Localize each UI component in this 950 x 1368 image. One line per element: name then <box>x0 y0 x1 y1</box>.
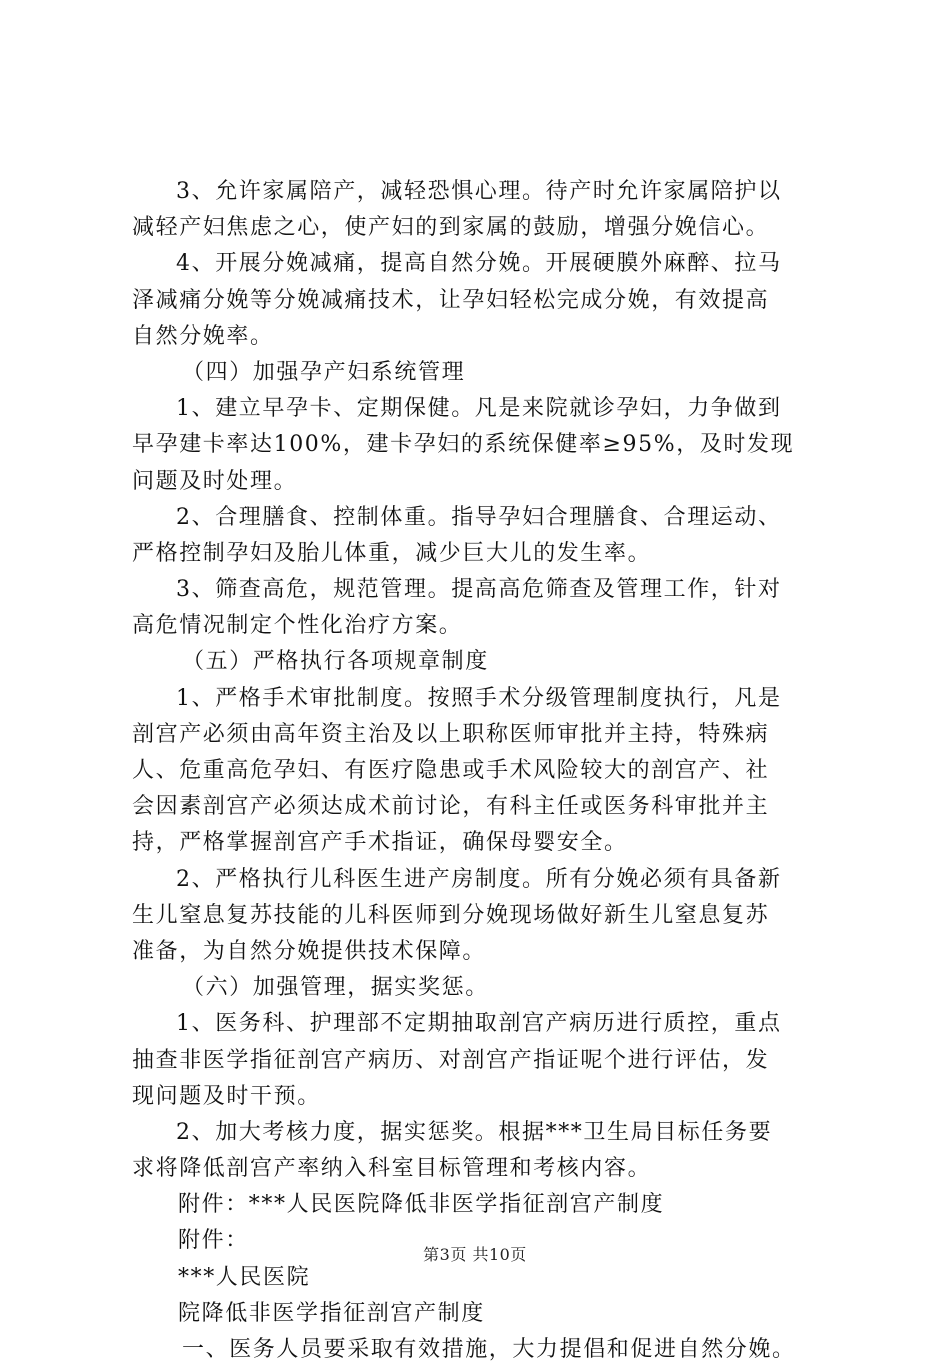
text-line: 会因素剖宫产必须达成术前讨论，有科主任或医务科审批并主 <box>132 794 770 820</box>
text-line: ***人民医院 <box>178 1264 311 1290</box>
text-line: 生儿窒息复苏技能的儿科医师到分娩现场做好新生儿窒息复苏 <box>132 902 770 928</box>
text-line: 持，严格掌握剖宫产手术指证，确保母婴安全。 <box>132 830 628 856</box>
text-line: 2、合理膳食、控制体重。指导孕妇合理膳食、合理运动、 <box>176 504 782 530</box>
text-line: 高危情况制定个性化治疗方案。 <box>132 613 463 639</box>
text-line: 1、医务科、护理部不定期抽取剖宫产病历进行质控，重点 <box>176 1011 782 1037</box>
text-line: （六）加强管理，据实奖惩。 <box>182 975 489 1001</box>
document-body <box>132 174 832 1368</box>
text-line: 3、筛查高危，规范管理。提高高危筛查及管理工作，针对 <box>176 577 782 603</box>
text-line: 3、允许家属陪产，减轻恐惧心理。待产时允许家属陪护以 <box>176 179 782 204</box>
text-line: 准备，为自然分娩提供技术保障。 <box>132 938 487 964</box>
text-line: 泽减痛分娩等分娩减痛技术，让孕妇轻松完成分娩，有效提高 <box>132 287 770 313</box>
text-line: （四）加强孕产妇系统管理 <box>182 359 466 385</box>
text-line: 人、危重高危孕妇、有医疗隐患或手术风险较大的剖宫产、社 <box>132 758 770 783</box>
text-line: 现问题及时干预。 <box>132 1083 321 1109</box>
text-line: 附件： <box>178 1228 249 1254</box>
text-line: 4、开展分娩减痛，提高自然分娩。开展硬膜外麻醉、拉马 <box>176 251 782 277</box>
text-line: 问题及时处理。 <box>132 468 298 494</box>
page-footer: 第3页 共10页 <box>423 1245 527 1264</box>
text-line: （五）严格执行各项规章制度 <box>182 649 489 675</box>
text-line: 1、严格手术审批制度。按照手术分级管理制度执行，凡是 <box>176 685 782 711</box>
text-line: 1、建立早孕卡、定期保健。凡是来院就诊孕妇，力争做到 <box>176 396 782 422</box>
text-line: 院降低非医学指征剖宫产制度 <box>178 1300 485 1326</box>
text-line: 早孕建卡率达100%，建卡孕妇的系统保健率≥95%，及时发现 <box>132 432 795 458</box>
text-line: 自然分娩率。 <box>132 323 274 349</box>
text-line: 一、医务人员要采取有效措施，大力提倡和促进自然分娩。 <box>182 1337 796 1362</box>
text-line: 求将降低剖宫产率纳入科室目标管理和考核内容。 <box>132 1156 652 1182</box>
text-line: 严格控制孕妇及胎儿体重，减少巨大儿的发生率。 <box>132 540 652 566</box>
text-line: 附件：***人民医院降低非医学指征剖宫产制度 <box>178 1192 665 1218</box>
text-line: 减轻产妇焦虑之心，使产妇的到家属的鼓励，增强分娩信心。 <box>132 215 770 241</box>
text-line: 剖宫产必须由高年资主治及以上职称医师审批并主持，特殊病 <box>132 721 770 747</box>
text-line: 2、严格执行儿科医生进产房制度。所有分娩必须有具备新 <box>176 866 782 892</box>
text-line: 抽查非医学指征剖宫产病历、对剖宫产指证呢个进行评估，发 <box>132 1047 770 1073</box>
text-line: 2、加大考核力度，据实惩奖。根据***卫生局目标任务要 <box>176 1119 773 1145</box>
